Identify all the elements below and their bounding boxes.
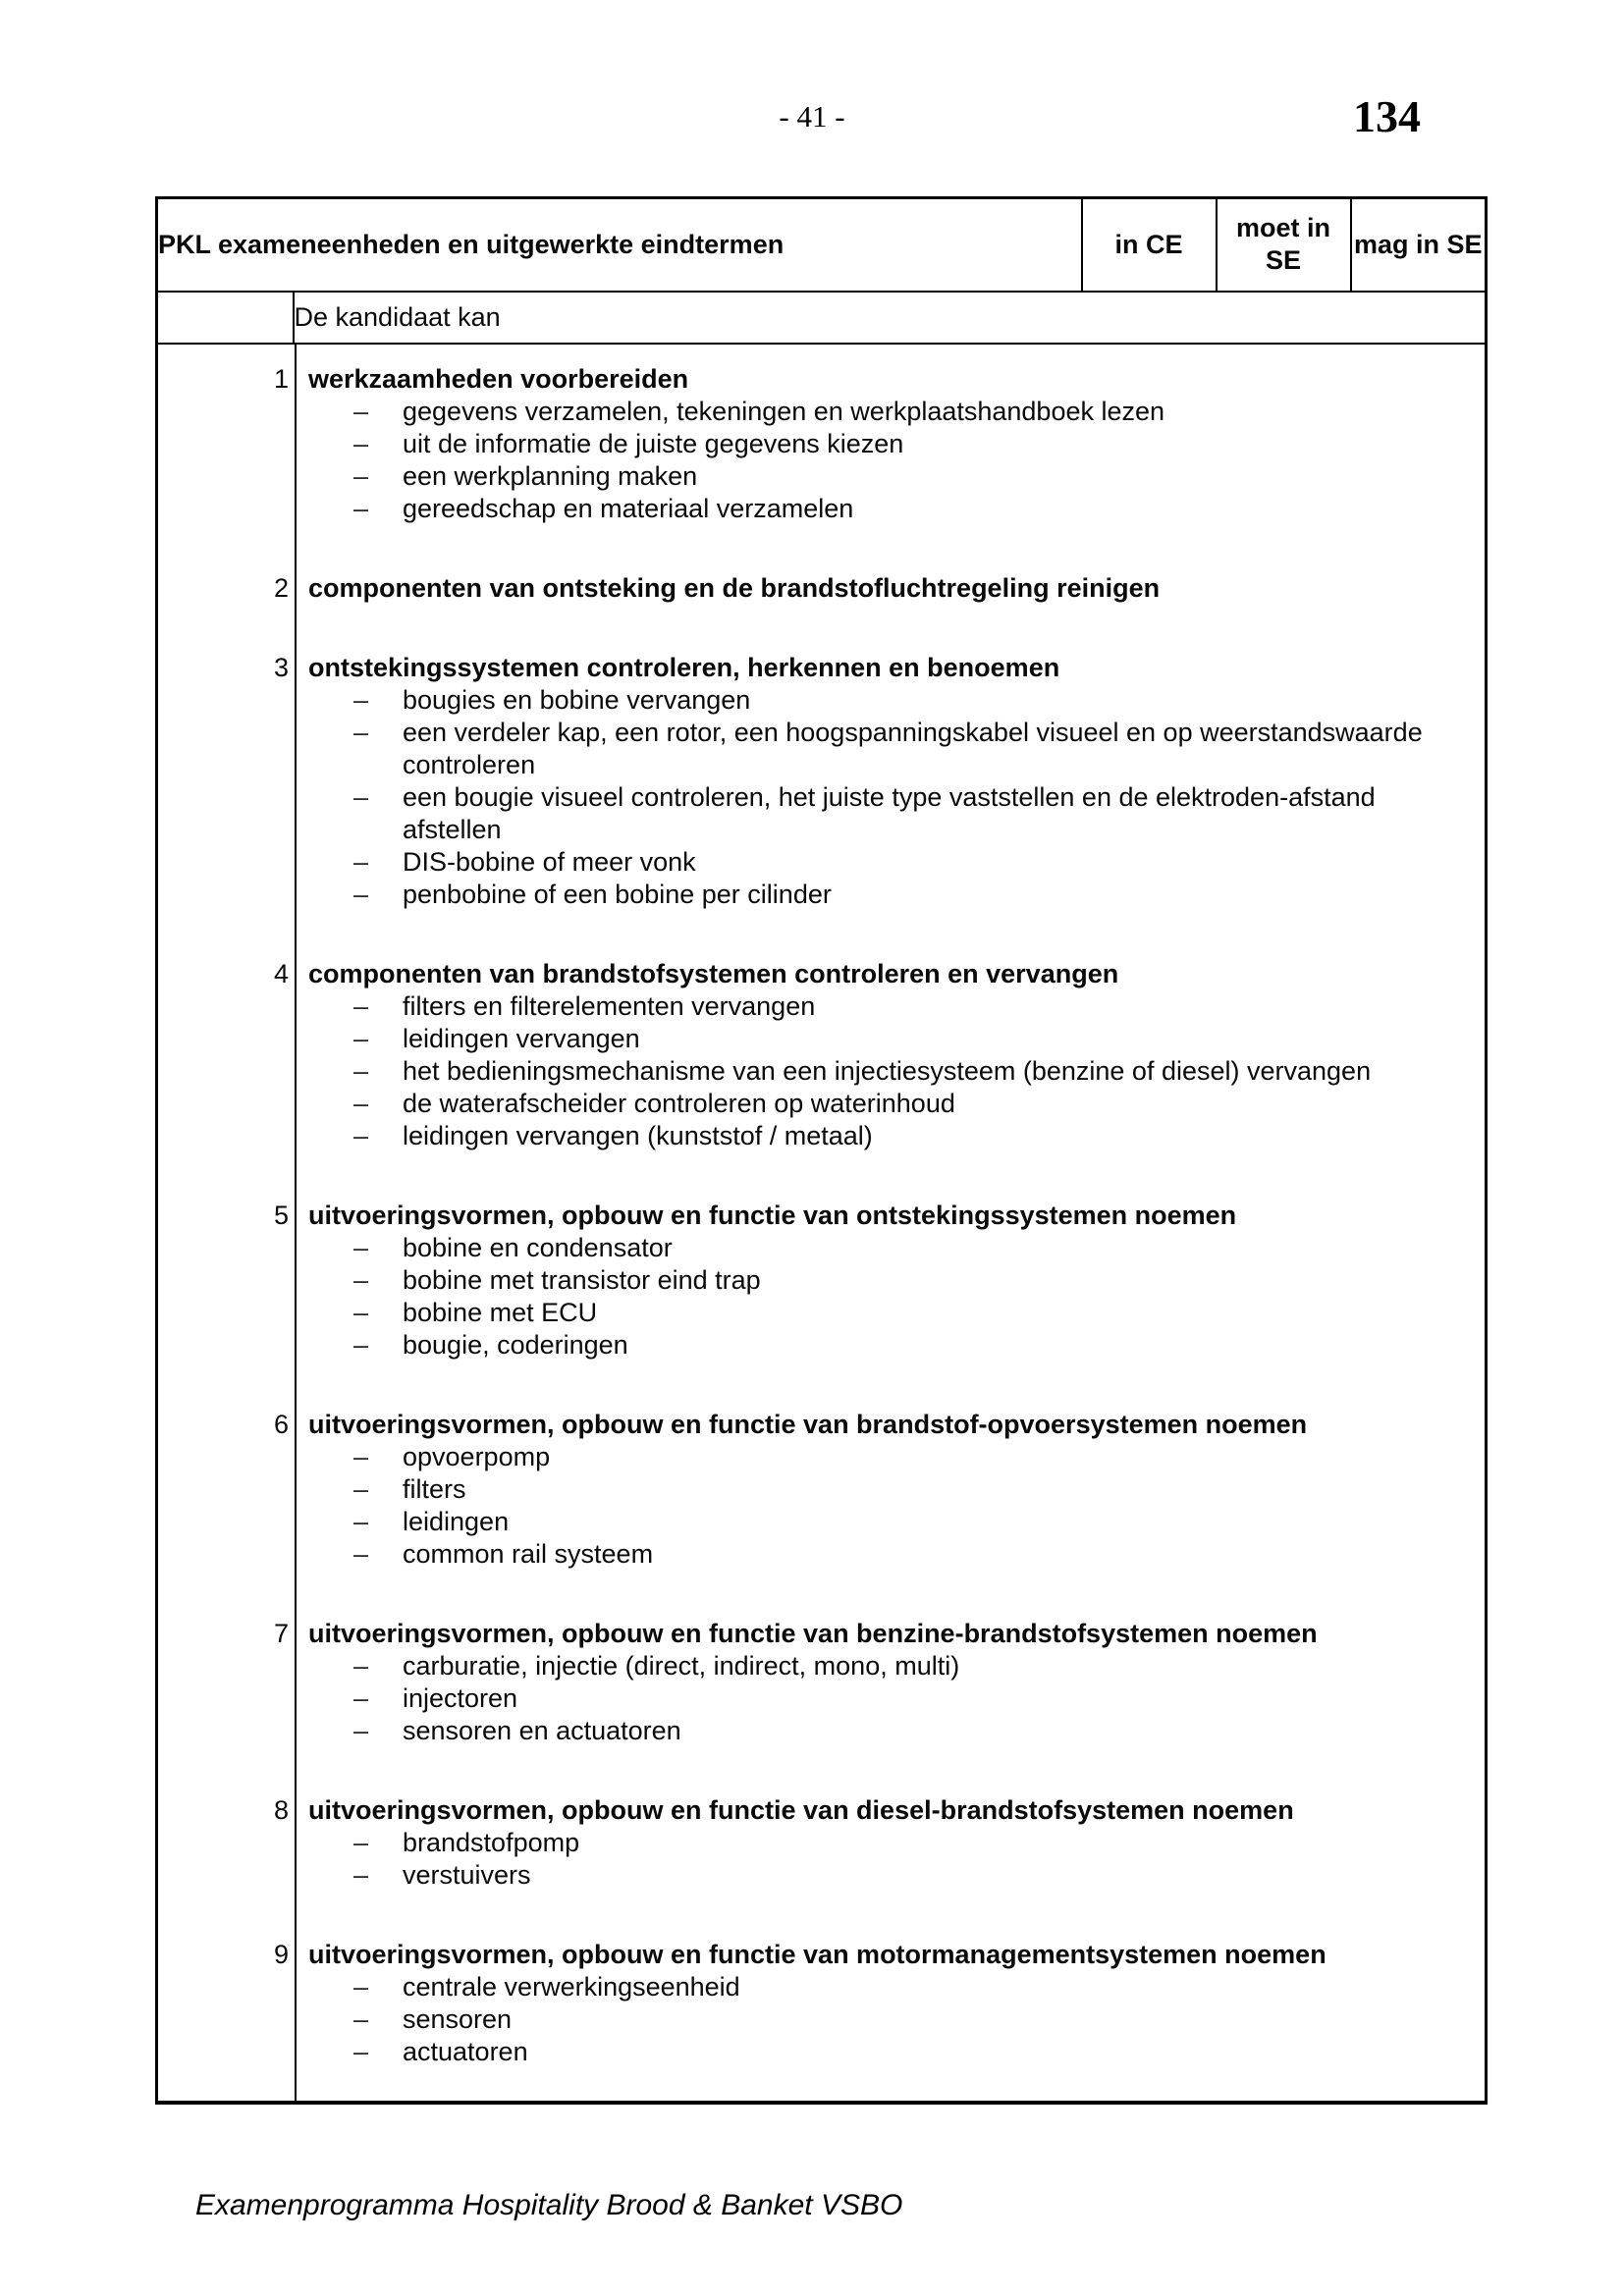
bullet-item — [308, 2036, 1451, 2068]
bullet-item — [308, 1232, 1451, 1264]
bullet-dash-icon: – — [353, 1473, 369, 1504]
eindterm-item — [273, 1793, 1451, 1892]
table-header-row — [157, 198, 1487, 292]
item-bullets — [308, 1232, 1451, 1362]
eindterm-item — [273, 1408, 1451, 1571]
subheader-label: De kandidaat kan — [294, 292, 1487, 344]
bullet-text: leidingen vervangen (kunststof / metaal) — [403, 1120, 873, 1150]
bullet-dash-icon: – — [353, 460, 369, 491]
item-bullets — [308, 684, 1451, 911]
bullet-item — [308, 879, 1451, 911]
table-body-cell — [157, 344, 1487, 2103]
bullet-item — [308, 1120, 1451, 1152]
bullet-item — [308, 1023, 1451, 1055]
item-number: 4 — [273, 958, 289, 988]
item-bullets — [308, 1441, 1451, 1571]
page-number-right: 134 — [1353, 91, 1421, 141]
item-number: 5 — [273, 1200, 289, 1230]
subheader-empty-cell — [157, 292, 294, 344]
item-number: 6 — [273, 1409, 289, 1439]
bullet-text: een verdeler kap, een rotor, een hoogspanningskabel visueel en op weerstandswaarde controleren — [403, 717, 1423, 779]
item-number: 8 — [273, 1794, 289, 1825]
bullet-dash-icon: – — [353, 493, 369, 523]
bullet-dash-icon: – — [353, 1088, 369, 1118]
bullet-item — [308, 846, 1451, 879]
bullet-text: bobine met transistor eind trap — [403, 1264, 761, 1295]
bullet-text: de waterafscheider controleren op waterinhoud — [403, 1088, 955, 1118]
eindterm-item — [273, 1938, 1451, 2068]
bullet-item — [308, 1650, 1451, 1682]
bullet-text: bobine met ECU — [403, 1297, 598, 1327]
bullet-item — [308, 1859, 1451, 1892]
bullet-text: uit de informatie de juiste gegevens kiezen — [403, 428, 904, 458]
bullet-dash-icon: – — [353, 1650, 369, 1681]
bullet-dash-icon: – — [353, 1682, 369, 1713]
bullet-dash-icon: – — [353, 1971, 369, 2002]
header-col-mag-in-se: mag in SE — [1351, 198, 1487, 292]
header-main-title: PKL exameneenheden en uitgewerkte eindtermen — [157, 198, 1082, 292]
bullet-dash-icon: – — [353, 1023, 369, 1053]
item-title: componenten van brandstofsystemen controleren en vervangen — [308, 958, 1119, 988]
header-col-moet-in-se: moet in SE — [1217, 198, 1351, 292]
eindterm-item — [273, 1199, 1451, 1362]
item-bullets — [308, 1827, 1451, 1892]
bullet-text: leidingen — [403, 1506, 510, 1536]
bullet-text: penbobine of een bobine per cilinder — [403, 879, 832, 909]
bullet-text: filters en filterelementen vervangen — [403, 990, 816, 1021]
bullet-dash-icon: – — [353, 2036, 369, 2066]
eindterm-item — [273, 571, 1451, 605]
bullet-dash-icon: – — [353, 1538, 369, 1569]
eindterm-item — [273, 957, 1451, 1152]
bullet-dash-icon: – — [353, 1506, 369, 1536]
bullet-item — [308, 1971, 1451, 2003]
item-number: 7 — [273, 1618, 289, 1648]
bullet-item — [308, 781, 1451, 846]
bullet-item — [308, 428, 1451, 460]
page-number-center: - 41 - — [779, 99, 845, 133]
bullet-item — [308, 684, 1451, 717]
bullet-text: DIS-bobine of meer vonk — [403, 846, 696, 877]
bullet-text: bougies en bobine vervangen — [403, 684, 751, 715]
bullet-text: een bougie visueel controleren, het juiste type vaststellen en de elektroden-afstand afstellen — [403, 781, 1376, 844]
bullet-item — [308, 396, 1451, 428]
item-title: uitvoeringsvormen, opbouw en functie van benzine-brandstofsystemen noemen — [308, 1618, 1318, 1648]
bullet-dash-icon: – — [353, 990, 369, 1021]
items-container — [273, 345, 1485, 2101]
item-title: ontstekingssystemen controleren, herkennen en benoemen — [308, 652, 1060, 682]
bullet-item — [308, 1682, 1451, 1715]
bullet-text: verstuivers — [403, 1859, 531, 1890]
bullet-item — [308, 717, 1451, 781]
bullet-text: brandstofpomp — [403, 1827, 580, 1857]
bullet-text: injectoren — [403, 1682, 518, 1713]
bullet-dash-icon: – — [353, 1297, 369, 1327]
bullet-dash-icon: – — [353, 428, 369, 458]
bullet-dash-icon: – — [353, 1715, 369, 1745]
bullet-dash-icon: – — [353, 684, 369, 715]
bullet-item — [308, 1538, 1451, 1571]
bullet-item — [308, 493, 1451, 525]
item-bullets — [308, 1971, 1451, 2068]
bullet-dash-icon: – — [353, 1264, 369, 1295]
bullet-text: opvoerpomp — [403, 1441, 551, 1471]
item-title: uitvoeringsvormen, opbouw en functie van diesel-brandstofsystemen noemen — [308, 1794, 1294, 1825]
item-number: 3 — [273, 652, 289, 682]
bullet-dash-icon: – — [353, 1329, 369, 1360]
bullet-dash-icon: – — [353, 1441, 369, 1471]
bullet-dash-icon: – — [353, 846, 369, 877]
item-bullets — [308, 1650, 1451, 1747]
bullet-item — [308, 1506, 1451, 1538]
bullet-item — [308, 1329, 1451, 1362]
bullet-dash-icon: – — [353, 717, 369, 747]
item-bullets — [308, 396, 1451, 525]
eindterm-item — [273, 1617, 1451, 1747]
bullet-item — [308, 1055, 1451, 1088]
bullet-dash-icon: – — [353, 1232, 369, 1262]
bullet-text: sensoren en actuatoren — [403, 1715, 681, 1745]
bullet-text: het bedieningsmechanisme van een injectiesysteem (benzine of diesel) vervangen — [403, 1055, 1372, 1086]
bullet-item — [308, 1264, 1451, 1297]
bullet-text: gereedschap en materiaal verzamelen — [403, 493, 854, 523]
bullet-text: een werkplanning maken — [403, 460, 698, 491]
footer-document-title: Examenprogramma Hospitality Brood & Banket VSBO — [195, 2189, 903, 2221]
bullet-text: carburatie, injectie (direct, indirect, mono, multi) — [403, 1650, 960, 1681]
bullet-text: filters — [403, 1473, 466, 1504]
bullet-text: leidingen vervangen — [403, 1023, 640, 1053]
bullet-dash-icon: – — [353, 1827, 369, 1857]
eindterm-item — [273, 651, 1451, 911]
eindtermen-table — [155, 196, 1488, 2105]
bullet-text: common rail systeem — [403, 1538, 654, 1569]
bullet-item — [308, 1715, 1451, 1747]
bullet-text: sensoren — [403, 2003, 513, 2034]
bullet-dash-icon: – — [353, 2003, 369, 2034]
bullet-item — [308, 1297, 1451, 1329]
item-title: uitvoeringsvormen, opbouw en functie van motormanagementsystemen noemen — [308, 1939, 1326, 1969]
table-body-row — [157, 344, 1487, 2103]
bullet-text: gegevens verzamelen, tekeningen en werkplaatshandboek lezen — [403, 396, 1165, 426]
item-number: 2 — [273, 572, 289, 603]
item-title: werkzaamheden voorbereiden — [308, 363, 689, 394]
item-number: 1 — [273, 363, 289, 394]
bullet-dash-icon: – — [353, 1055, 369, 1086]
item-title: componenten van ontsteking en de brandstofluchtregeling reinigen — [308, 572, 1161, 603]
item-bullets — [308, 990, 1451, 1152]
bullet-item — [308, 1088, 1451, 1120]
bullet-dash-icon: – — [353, 1120, 369, 1150]
bullet-text: actuatoren — [403, 2036, 528, 2066]
bullet-item — [308, 990, 1451, 1023]
bullet-dash-icon: – — [353, 396, 369, 426]
bullet-dash-icon: – — [353, 1859, 369, 1890]
bullet-text: centrale verwerkingseenheid — [403, 1971, 740, 2002]
item-title: uitvoeringsvormen, opbouw en functie van brandstof-opvoersystemen noemen — [308, 1409, 1308, 1439]
subheader-row — [157, 292, 1487, 344]
item-number: 9 — [273, 1939, 289, 1969]
bullet-item — [308, 1473, 1451, 1506]
bullet-text: bobine en condensator — [403, 1232, 673, 1262]
bullet-item — [308, 460, 1451, 493]
bullet-item — [308, 1441, 1451, 1473]
bullet-dash-icon: – — [353, 781, 369, 812]
bullet-item — [308, 2003, 1451, 2036]
bullet-item — [308, 1827, 1451, 1859]
header-col-in-ce: in CE — [1082, 198, 1217, 292]
bullet-text: bougie, coderingen — [403, 1329, 628, 1360]
bullet-dash-icon: – — [353, 879, 369, 909]
item-title: uitvoeringsvormen, opbouw en functie van ontstekingssystemen noemen — [308, 1200, 1237, 1230]
eindterm-item — [273, 362, 1451, 525]
